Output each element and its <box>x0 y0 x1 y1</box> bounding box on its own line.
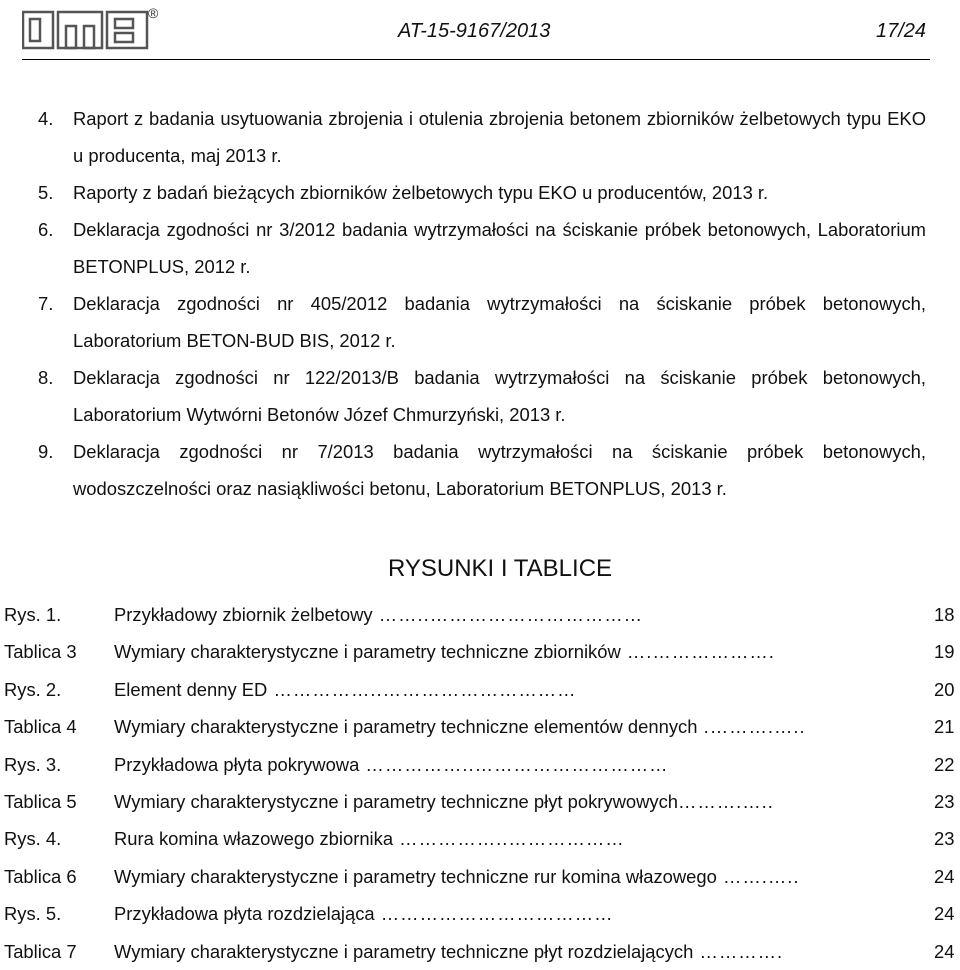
figures-tables-list <box>4 596 960 970</box>
toc-page: 20 <box>934 678 955 700</box>
toc-page: 24 <box>934 865 955 887</box>
toc-title-text: Przykładowa płyta pokrywowa <box>114 753 360 775</box>
toc-title <box>114 933 783 970</box>
toc-title-text: Element denny ED <box>114 678 268 700</box>
toc-entry <box>4 933 960 970</box>
toc-title <box>114 671 577 708</box>
reference-text: Deklaracja zgodności nr 122/2013/B badania wytrzymałości na ściskanie próbek betonowych, Laboratorium Wytwórni Betonów Józef Chmurzyński, 2013 r. <box>73 367 926 425</box>
page-header <box>0 0 960 80</box>
toc-label: Tablica 6 <box>4 865 77 887</box>
toc-page: 22 <box>934 753 955 775</box>
page-number: 17/24 <box>876 20 927 42</box>
toc-leader: …………. <box>693 940 784 962</box>
toc-leader: ……..…………………………… <box>372 604 644 625</box>
reference-text: Deklaracja zgodności nr 405/2012 badania wytrzymałości na ściskanie próbek betonowych, Laboratorium BETON-BUD BIS, 2012 r. <box>73 293 926 351</box>
toc-label: Tablica 7 <box>4 940 77 962</box>
reference-item <box>38 433 926 507</box>
reference-text: Deklaracja zgodności nr 7/2013 badania wytrzymałości na ściskanie próbek betonowych, wodoszczelności oraz nasiąkliwości betonu, Laboratorium BETONPLUS, 2013 r. <box>73 441 926 499</box>
toc-leader: ……………..………………………… <box>359 753 669 775</box>
toc-page: 23 <box>934 790 955 812</box>
toc-leader: …….….. <box>716 865 800 887</box>
toc-title <box>114 858 799 895</box>
toc-label: Tablica 4 <box>4 716 77 738</box>
toc-label: Rys. 1. <box>4 604 62 625</box>
reference-number: 9. <box>38 441 54 462</box>
toc-entry <box>4 671 960 708</box>
toc-entry <box>4 783 960 820</box>
toc-title <box>114 783 774 820</box>
reference-number: 8. <box>38 367 54 388</box>
toc-title <box>114 633 775 670</box>
reference-item <box>38 100 926 174</box>
toc-title-text: Wymiary charakterystyczne i parametry techniczne rur komina włazowego <box>114 865 717 887</box>
toc-page: 23 <box>934 828 955 850</box>
toc-page: 21 <box>934 716 955 738</box>
toc-title <box>114 746 669 783</box>
toc-entry <box>4 708 960 745</box>
reference-number: 7. <box>38 293 54 314</box>
toc-label: Rys. 4. <box>4 828 62 850</box>
toc-page: 18 <box>934 604 955 625</box>
toc-title <box>114 895 613 932</box>
toc-title <box>114 596 643 633</box>
reference-item <box>38 359 926 433</box>
reference-list <box>38 100 926 507</box>
toc-leader: ……………..………………………… <box>267 678 577 700</box>
toc-title-text: Przykładowa płyta rozdzielająca <box>114 903 375 925</box>
toc-title-text: Wymiary charakterystyczne i parametry techniczne zbiorników <box>114 641 621 663</box>
toc-label: Rys. 2. <box>4 678 62 700</box>
reference-text: Raport z badania usytuowania zbrojenia i otulenia zbrojenia betonem zbiorników żelbetowych typu EKO u producenta, maj 2013 r. <box>73 108 926 166</box>
reference-number: 4. <box>38 108 54 129</box>
toc-entry <box>4 596 960 633</box>
toc-leader: ……….….. <box>678 790 774 812</box>
reference-number: 6. <box>38 219 54 240</box>
toc-label: Rys. 3. <box>4 753 62 775</box>
reference-item <box>38 174 926 211</box>
section-title: RYSUNKI I TABLICE <box>387 555 613 582</box>
document-number: AT-15-9167/2013 <box>398 20 551 42</box>
toc-title <box>114 708 806 745</box>
svg-text:®: ® <box>148 6 159 21</box>
toc-title-text: Rura komina włazowego zbiornika <box>114 828 394 850</box>
reference-item <box>38 285 926 359</box>
header-divider <box>22 59 930 60</box>
toc-title-text: Wymiary charakterystyczne i parametry techniczne elementów dennych <box>114 716 698 738</box>
toc-title-text: Wymiary charakterystyczne i parametry techniczne płyt rozdzielających <box>114 940 694 962</box>
toc-leader: ….………………. <box>620 641 775 663</box>
toc-page: 19 <box>934 641 955 663</box>
reference-item <box>38 211 926 285</box>
reference-text: Raporty z badań bieżących zbiorników żelbetowych typu EKO u producentów, 2013 r. <box>73 182 769 203</box>
toc-entry <box>4 820 960 857</box>
toc-label: Rys. 5. <box>4 903 62 925</box>
toc-leader: .……….….. <box>697 716 806 738</box>
toc-title-text: Wymiary charakterystyczne i parametry techniczne płyt pokrywowych <box>114 790 678 812</box>
toc-entry <box>4 633 960 670</box>
toc-title <box>114 820 625 857</box>
toc-title-text: Przykładowy zbiornik żelbetowy <box>114 604 373 625</box>
toc-leader: ……………..……………… <box>393 828 625 850</box>
toc-leader: ……………………………… <box>374 903 614 925</box>
itb-logo-icon <box>22 6 162 52</box>
toc-entry <box>4 895 960 932</box>
toc-page: 24 <box>934 940 955 962</box>
toc-label: Tablica 5 <box>4 790 77 812</box>
reference-number: 5. <box>38 182 54 203</box>
reference-text: Deklaracja zgodności nr 3/2012 badania wytrzymałości na ściskanie próbek betonowych, Laboratorium BETONPLUS, 2012 r. <box>73 219 926 277</box>
toc-entry <box>4 858 960 895</box>
toc-label: Tablica 3 <box>4 641 77 663</box>
toc-page: 24 <box>934 903 955 925</box>
toc-entry <box>4 746 960 783</box>
